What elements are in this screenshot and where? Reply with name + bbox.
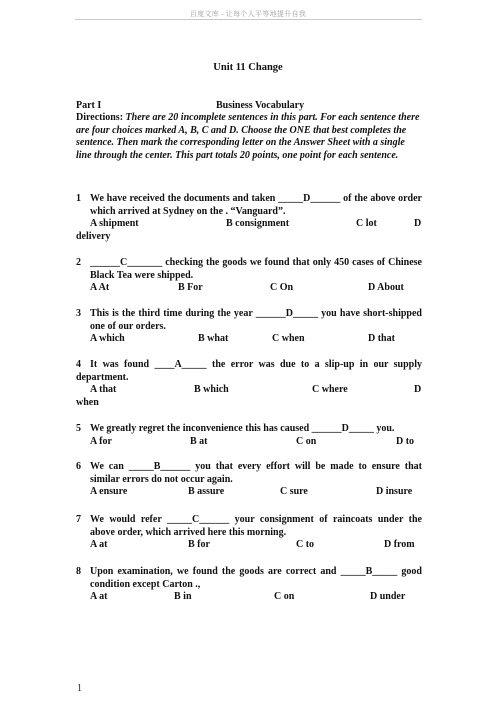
question-number: 8 bbox=[76, 566, 81, 577]
option-a: A which bbox=[90, 333, 125, 344]
option-c: C on bbox=[296, 435, 317, 447]
option-c: C when bbox=[272, 333, 305, 344]
question-line: similar errors do not occur again. bbox=[90, 473, 233, 485]
question-number: 4 bbox=[76, 359, 81, 370]
options-row bbox=[76, 486, 422, 499]
option-d: D that bbox=[368, 333, 395, 344]
question-number: 2 bbox=[76, 257, 81, 268]
question-line: We can _____B______ you that every effort will be made to ensure that bbox=[90, 461, 422, 472]
option-b: B For bbox=[178, 282, 203, 293]
option-d: D from bbox=[384, 539, 415, 550]
option-d: D to bbox=[396, 435, 415, 447]
option-c: C to bbox=[296, 539, 315, 550]
question-number: 6 bbox=[76, 461, 81, 472]
question-7 bbox=[76, 514, 422, 552]
option-a: A at bbox=[90, 591, 108, 602]
option-b: B assure bbox=[188, 486, 225, 497]
option-d: D under bbox=[370, 591, 406, 602]
option-c: C sure bbox=[280, 486, 308, 497]
option-a: A at bbox=[90, 539, 108, 550]
option-d: D About bbox=[368, 282, 404, 293]
option-b: B what bbox=[198, 333, 229, 344]
question-3 bbox=[76, 308, 422, 346]
question-line: We have received the documents and taken _____D______ of the above order bbox=[90, 193, 422, 204]
question-line: one of our orders. bbox=[90, 320, 166, 332]
question-8 bbox=[76, 566, 422, 604]
directions-text: There are 20 incomplete sentences in this part. For each sentence there are four choices marked A, B, C and D. Choose the ONE that best completes the sentence. Then mark the corresponding letter on the Answer Sheet with a single line through the center. This part totals 20 points, one point for each sentence. bbox=[76, 112, 420, 161]
question-line: department. bbox=[76, 371, 129, 383]
question-5 bbox=[76, 423, 422, 448]
question-number: 3 bbox=[76, 308, 81, 319]
option-c: C where bbox=[312, 384, 348, 395]
option-a: A ensure bbox=[90, 486, 128, 497]
option-d: D bbox=[414, 384, 422, 395]
question-line: We greatly regret the inconvenience this has caused ______D_____ you. bbox=[90, 423, 395, 434]
options-row bbox=[76, 384, 422, 397]
part-subtitle: Business Vocabulary bbox=[216, 100, 305, 111]
option-d: D insure bbox=[376, 486, 413, 497]
question-number: 5 bbox=[76, 423, 81, 434]
question-line: which arrived at Sydney on the . “Vanguard”. bbox=[90, 205, 286, 217]
option-c: C On bbox=[270, 282, 294, 293]
option-c: C on bbox=[274, 591, 295, 602]
option-a: A for bbox=[90, 435, 112, 447]
option-b: B consignment bbox=[226, 218, 290, 229]
options-row bbox=[76, 591, 422, 604]
directions bbox=[76, 112, 422, 162]
option-d: D bbox=[414, 218, 422, 229]
question-line: ______C_______ checking the goods we found that only 450 cases of Chinese bbox=[90, 257, 422, 268]
question-number: 7 bbox=[76, 514, 81, 525]
part-label: Part I bbox=[76, 100, 102, 111]
option-a: A that bbox=[90, 384, 117, 395]
question-number: 1 bbox=[76, 193, 81, 204]
question-line: Black Tea were shipped. bbox=[90, 269, 194, 281]
question-line: condition except Carton ., bbox=[90, 578, 201, 590]
question-line: It was found ____A_____ the error was due to a slip-up in our supply bbox=[90, 359, 422, 370]
question-line: Upon examination, we found the goods are correct and _____B_____ good bbox=[90, 566, 422, 577]
directions-label: Directions: bbox=[76, 112, 124, 123]
option-b: B which bbox=[194, 384, 229, 395]
options-row bbox=[76, 539, 422, 552]
question-line: above order, which arrived here this morning. bbox=[90, 526, 287, 538]
question-line: This is the third time during the year ______D_____ you have short-shipped bbox=[90, 308, 422, 319]
options-row bbox=[76, 436, 422, 449]
options-row bbox=[76, 282, 422, 295]
option-c: C lot bbox=[356, 218, 377, 229]
question-6 bbox=[76, 461, 422, 499]
question-line: We would refer _____C______ your consignment of raincoats under the bbox=[90, 514, 422, 525]
option-b: B in bbox=[174, 591, 192, 602]
page-title: Unit 11 Change bbox=[213, 62, 283, 73]
option-d-continued: delivery bbox=[76, 230, 111, 242]
option-b: B at bbox=[190, 435, 208, 447]
option-a: A shipment bbox=[90, 218, 139, 229]
question-4 bbox=[76, 359, 422, 409]
page-number: 1 bbox=[77, 683, 82, 694]
options-row bbox=[76, 218, 422, 231]
page-header: 百度文库 - 让每个人平等地提升自我 bbox=[189, 10, 307, 18]
option-a: A At bbox=[90, 282, 110, 293]
question-2 bbox=[76, 257, 422, 295]
options-row bbox=[76, 333, 422, 346]
header-divider bbox=[75, 19, 422, 20]
option-d-continued: when bbox=[76, 396, 99, 408]
option-b: B for bbox=[188, 539, 210, 550]
question-1 bbox=[76, 193, 422, 243]
